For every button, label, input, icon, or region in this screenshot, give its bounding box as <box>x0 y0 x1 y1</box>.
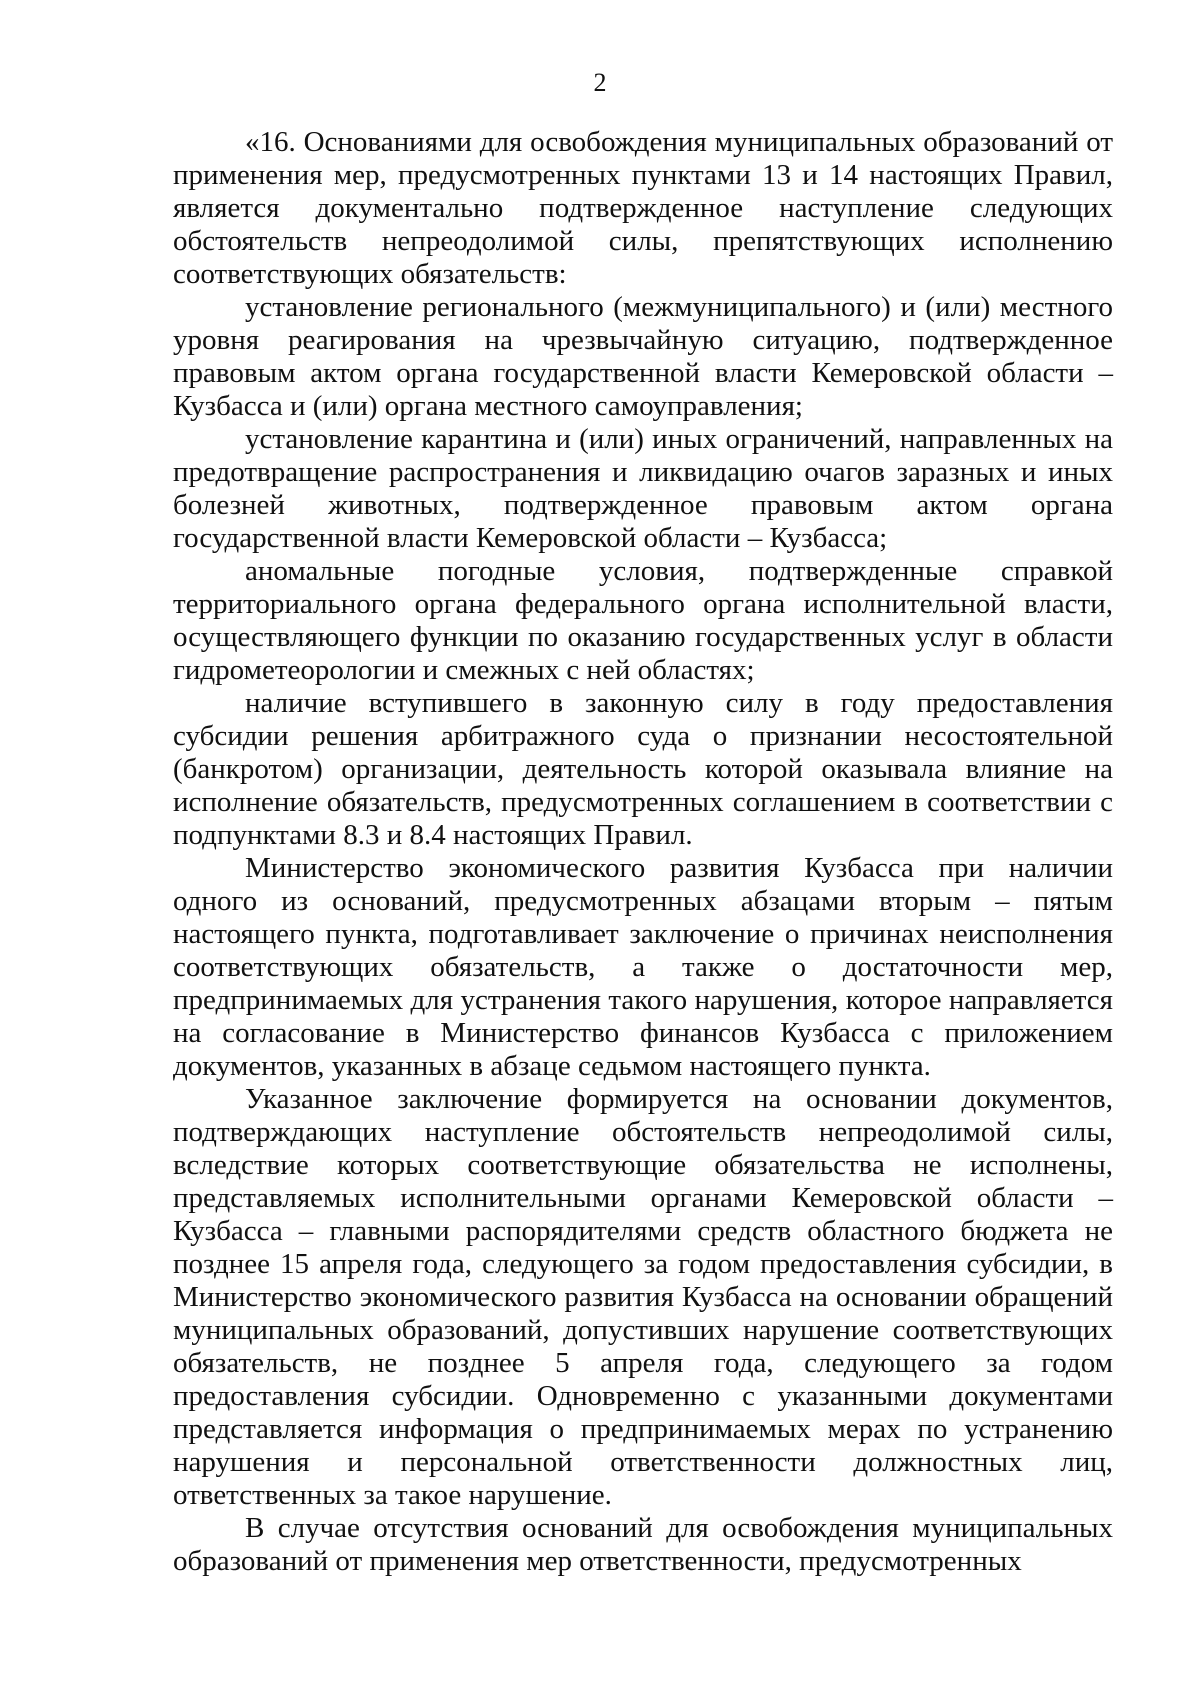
paragraph-quarantine: установление карантина и (или) иных ограничений, направленных на предотвращение распространения и ликвидацию очагов заразных и иных болезней животных, подтвержденное правовым актом органа государственной власти Кемеровской области – Кузбасса; <box>173 423 1113 554</box>
paragraph-ministry-conclusion: Министерство экономического развития Кузбасса при наличии одного из оснований, предусмотренных абзацами вторым – пятым настоящего пункта, подготавливает заключение о причинах неисполнения соответствующих обязательств, а также о достаточности мер, предпринимаемых для устранения такого нарушения, которое направляется на согласование в Министерство финансов Кузбасса с приложением документов, указанных в абзаце седьмом настоящего пункта. <box>173 852 1113 1082</box>
paragraph-bankruptcy: наличие вступившего в законную силу в году предоставления субсидии решения арбитражного суда о признании несостоятельной (банкротом) организации, деятельность которой оказывала влияние на исполнение обязательств, предусмотренных соглашением в соответствии с подпунктами 8.3 и 8.4 настоящих Правил. <box>173 687 1113 851</box>
paragraph-conclusion-basis: Указанное заключение формируется на основании документов, подтверждающих наступление обстоятельств непреодолимой силы, вследствие которых соответствующие обязательства не исполнены, представляемых исполнительными органами Кемеровской области – Кузбасса – главными распорядителями средств областного бюджета не позднее 15 апреля года, следующего за годом предоставления субсидии, в Министерство экономического развития Кузбасса на основании обращений муниципальных образований, допустивших нарушение соответствующих обязательств, не позднее 5 апреля года, следующего за годом предоставления субсидии. Одновременно с указанными документами представляется информация о предпринимаемых мерах по устранению нарушения и персональной ответственности должностных лиц, ответственных за такое нарушение. <box>173 1083 1113 1511</box>
paragraph-weather-conditions: аномальные погодные условия, подтвержденные справкой территориального органа федерального органа исполнительной власти, осуществляющего функции по оказанию государственных услуг в области гидрометеорологии и смежных с ней областях; <box>173 555 1113 686</box>
document-body <box>173 126 1113 1578</box>
paragraph-emergency-response: установление регионального (межмуниципального) и (или) местного уровня реагирования на чрезвычайную ситуацию, подтвержденное правовым актом органа государственной власти Кемеровской области – Кузбасса и (или) органа местного самоуправления; <box>173 291 1113 422</box>
paragraph-16-intro: «16. Основаниями для освобождения муниципальных образований от применения мер, предусмотренных пунктами 13 и 14 настоящих Правил, является документально подтвержденное наступление следующих обстоятельств непреодолимой силы, препятствующих исполнению соответствующих обязательств: <box>173 126 1113 290</box>
paragraph-no-grounds: В случае отсутствия оснований для освобождения муниципальных образований от применения мер ответственности, предусмотренных <box>173 1512 1113 1577</box>
page-number: 2 <box>593 68 607 97</box>
